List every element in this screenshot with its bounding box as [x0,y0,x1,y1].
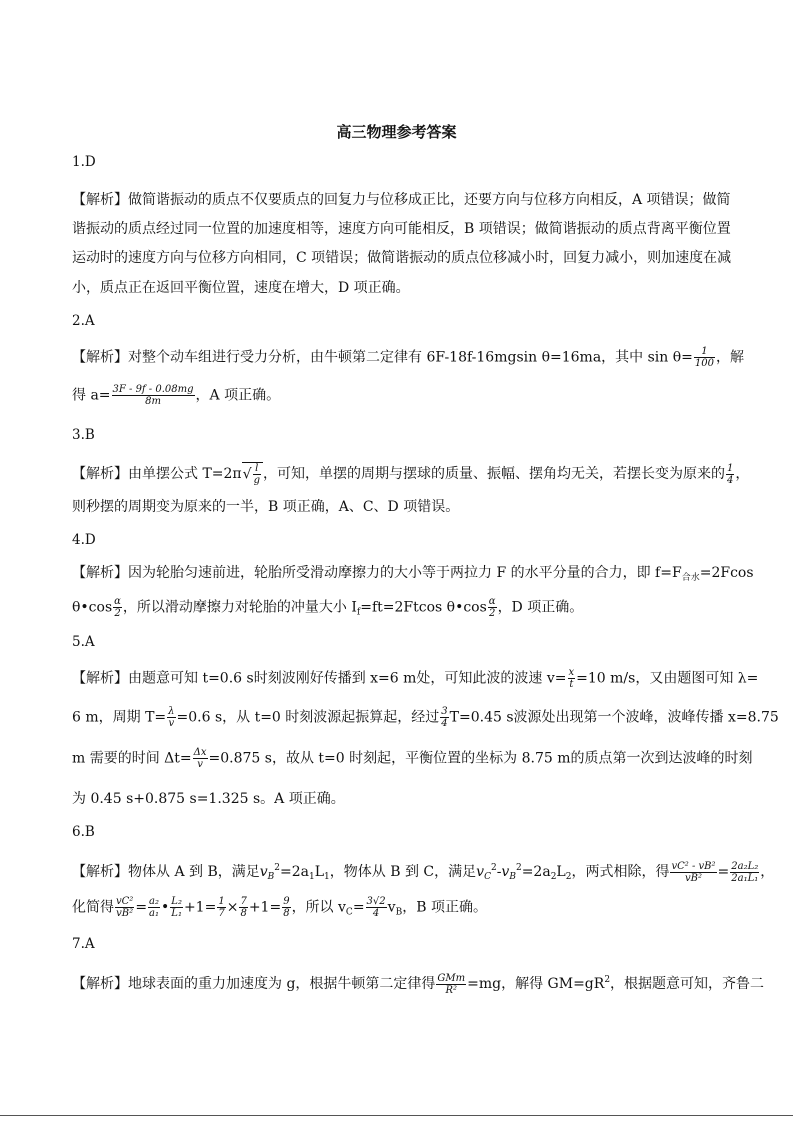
q4-answer: 4.D [72,532,96,548]
q1-answer: 1.D [72,154,96,170]
q3-explanation-line-2: 则秒摆的周期变为原来的一半，B 项正确，A、C、D 项错误。 [72,499,460,515]
q5-answer: 5.A [72,634,95,650]
q5-explanation-line-3: m 需要的时间 Δt= $\frac{\Delta x}{v}$ =0.875 s，故从 t=0 时刻起，平衡位置的坐标为 8.75 m的质点第一次到达波峰的时刻 [72,747,753,770]
fraction: $\frac{1}{100}$ [694,346,715,369]
q5-explanation-line-2: 6 m，周期 T= $\frac{\lambda}{v}$ =0.6 s，从 t=0 时刻波源起振算起，经过 $\frac{3}{4}$ T=0.45 s波源处出现第一个波峰，波峰传播 x=8.75 [72,706,779,729]
page-bottom-rule [0,1115,793,1116]
fraction: $\frac{\text{a₂}}{\text{a₁}}$ [149,896,160,919]
fraction: $\frac{\text{L₂}}{\text{L₁}}$ [171,896,182,919]
fraction: $\frac{3√2}{4}$ [366,896,386,919]
q5-explanation-line-1: 【解析】由题意可知 t=0.6 s时刻波刚好传播到 x=6 m处，可知此波的波速 v= $\frac{x}{t}$ =10 m/s，又由题图可知 λ= [72,667,759,690]
fraction: $\frac{\alpha}{2}$ [488,596,496,619]
fraction: $\frac{\lambda}{v}$ [168,706,175,729]
q6-answer: 6.B [72,824,95,840]
q1-explanation-line-2: 谐振动的质点经过同一位置的加速度相等，速度方向可能相反，B 项错误；做简谐振动的质点背离平衡位置 [72,221,731,237]
q4-explanation-line-1: 【解析】因为轮胎匀速前进，轮胎所受滑动摩擦力的大小等于两拉力 F 的水平分量的合力，即 $f=F_{合水}=2Fcos$ [72,565,754,583]
q7-answer: 7.A [72,936,95,952]
q2-answer: 2.A [72,313,95,329]
q1-explanation-line-3: 运动时的速度方向与位移方向相同，C 项错误；做简谐振动的质点位移减小时，回复力减小，则加速度在减 [72,250,732,266]
q7-explanation-line-1: 【解析】地球表面的重力加速度为 g，根据牛顿第二定律得 $\frac{\text{GMm}}{\text{R²}}$ =mg，解得 $GM=gR^2$，根据题意可知，齐鲁二 [72,972,765,996]
fraction: $\frac{1}{4}$ [726,462,734,486]
q1-explanation-line-4: 小，质点正在返回平衡位置，速度在增大，D 项正确。 [72,280,410,296]
q6-explanation-line-2: 化简得 $\frac{\text{vC²}}{\text{vB²}}$ = $\frac{\text{a₂}}{\text{a₁}}$ • $\frac{\text{L₂}}{\text{L₁}}$ +1= $\frac{1}{7}$ × $\frac{7}{8}$ +1= $\frac{9}{8}$ ，所以 $v_C=$ $\frac{3√2}{4}$ $v_B$，B 项正确。 [72,896,487,919]
q1-explanation-line-1: 【解析】做简谐振动的质点不仅要质点的回复力与位移成正比，还要方向与位移方向相反，A 项错误；做简 [72,192,731,208]
fraction: $\frac{x}{t}$ [568,667,575,690]
fraction: $\frac{1}{7}$ [218,896,225,919]
fraction: $\frac{\text{2a₂L₂}}{\text{2a₁L₁}}$ [731,860,759,884]
fraction: $\frac{\Delta x}{v}$ [193,747,207,770]
q3-answer: 3.B [72,427,95,443]
fraction: $\frac{7}{8}$ [240,896,247,919]
sqrt-symbol: √ $\frac{l}{g}$ [242,462,263,486]
q2-explanation-line-2: 得 a= $\frac{3F - 9f - 0.08mg}{8m}$ ，A 项正确。 [72,384,281,407]
q6-explanation-line-1: 【解析】物体从 A 到 B，满足$v_B^2=2a_1L_1$，物体从 B 到 C，满足$v_C^2-v_B^2=2a_2L_2$，两式相除，得 $\frac{\text{vC² - vB²}}{\text{vB²}}$ = $\frac{\text{2a₂L₂}}{\text{2a₁L₁}}$ ， [72,860,775,884]
fraction: $\frac{\text{vC²}}{\text{vB²}}$ [116,896,134,919]
fraction: $\frac{3F - 9f - 0.08mg}{8m}$ [112,384,194,407]
q3-explanation-line-1: 【解析】由单摆公式 T=2π√ $\frac{l}{g}$ ，可知，单摆的周期与摆球的质量、振幅、摆角均无关，若摆长变为原来的 $\frac{1}{4}$ ， [72,462,750,486]
q5-explanation-line-4: 为 0.45 s+0.875 s=1.325 s。A 项正确。 [72,791,345,807]
fraction: $\frac{3}{4}$ [441,706,448,729]
fraction: $\frac{9}{8}$ [283,896,290,919]
fraction: $\frac{\text{vC² - vB²}}{\text{vB²}}$ [671,860,716,884]
fraction: $\frac{\alpha}{2}$ [114,596,121,619]
q4-explanation-line-2: θ•cos $\frac{\alpha}{2}$ ，所以滑动摩擦力对轮胎的冲量大小 $I_f=ft=2Ftcos$ θ•cos $\frac{\alpha}{2}$ ，D 项正确。 [72,596,584,619]
q2-explanation-line-1: 【解析】对整个动车组进行受力分析，由牛顿第二定律有 6F-18f-16mgsin θ=16ma，其中 sin θ= $\frac{1}{100}$ ，解 [72,346,745,369]
fraction: $\frac{\text{GMm}}{\text{R²}}$ [437,972,466,996]
page-title: 高三物理参考答案 [336,123,457,141]
